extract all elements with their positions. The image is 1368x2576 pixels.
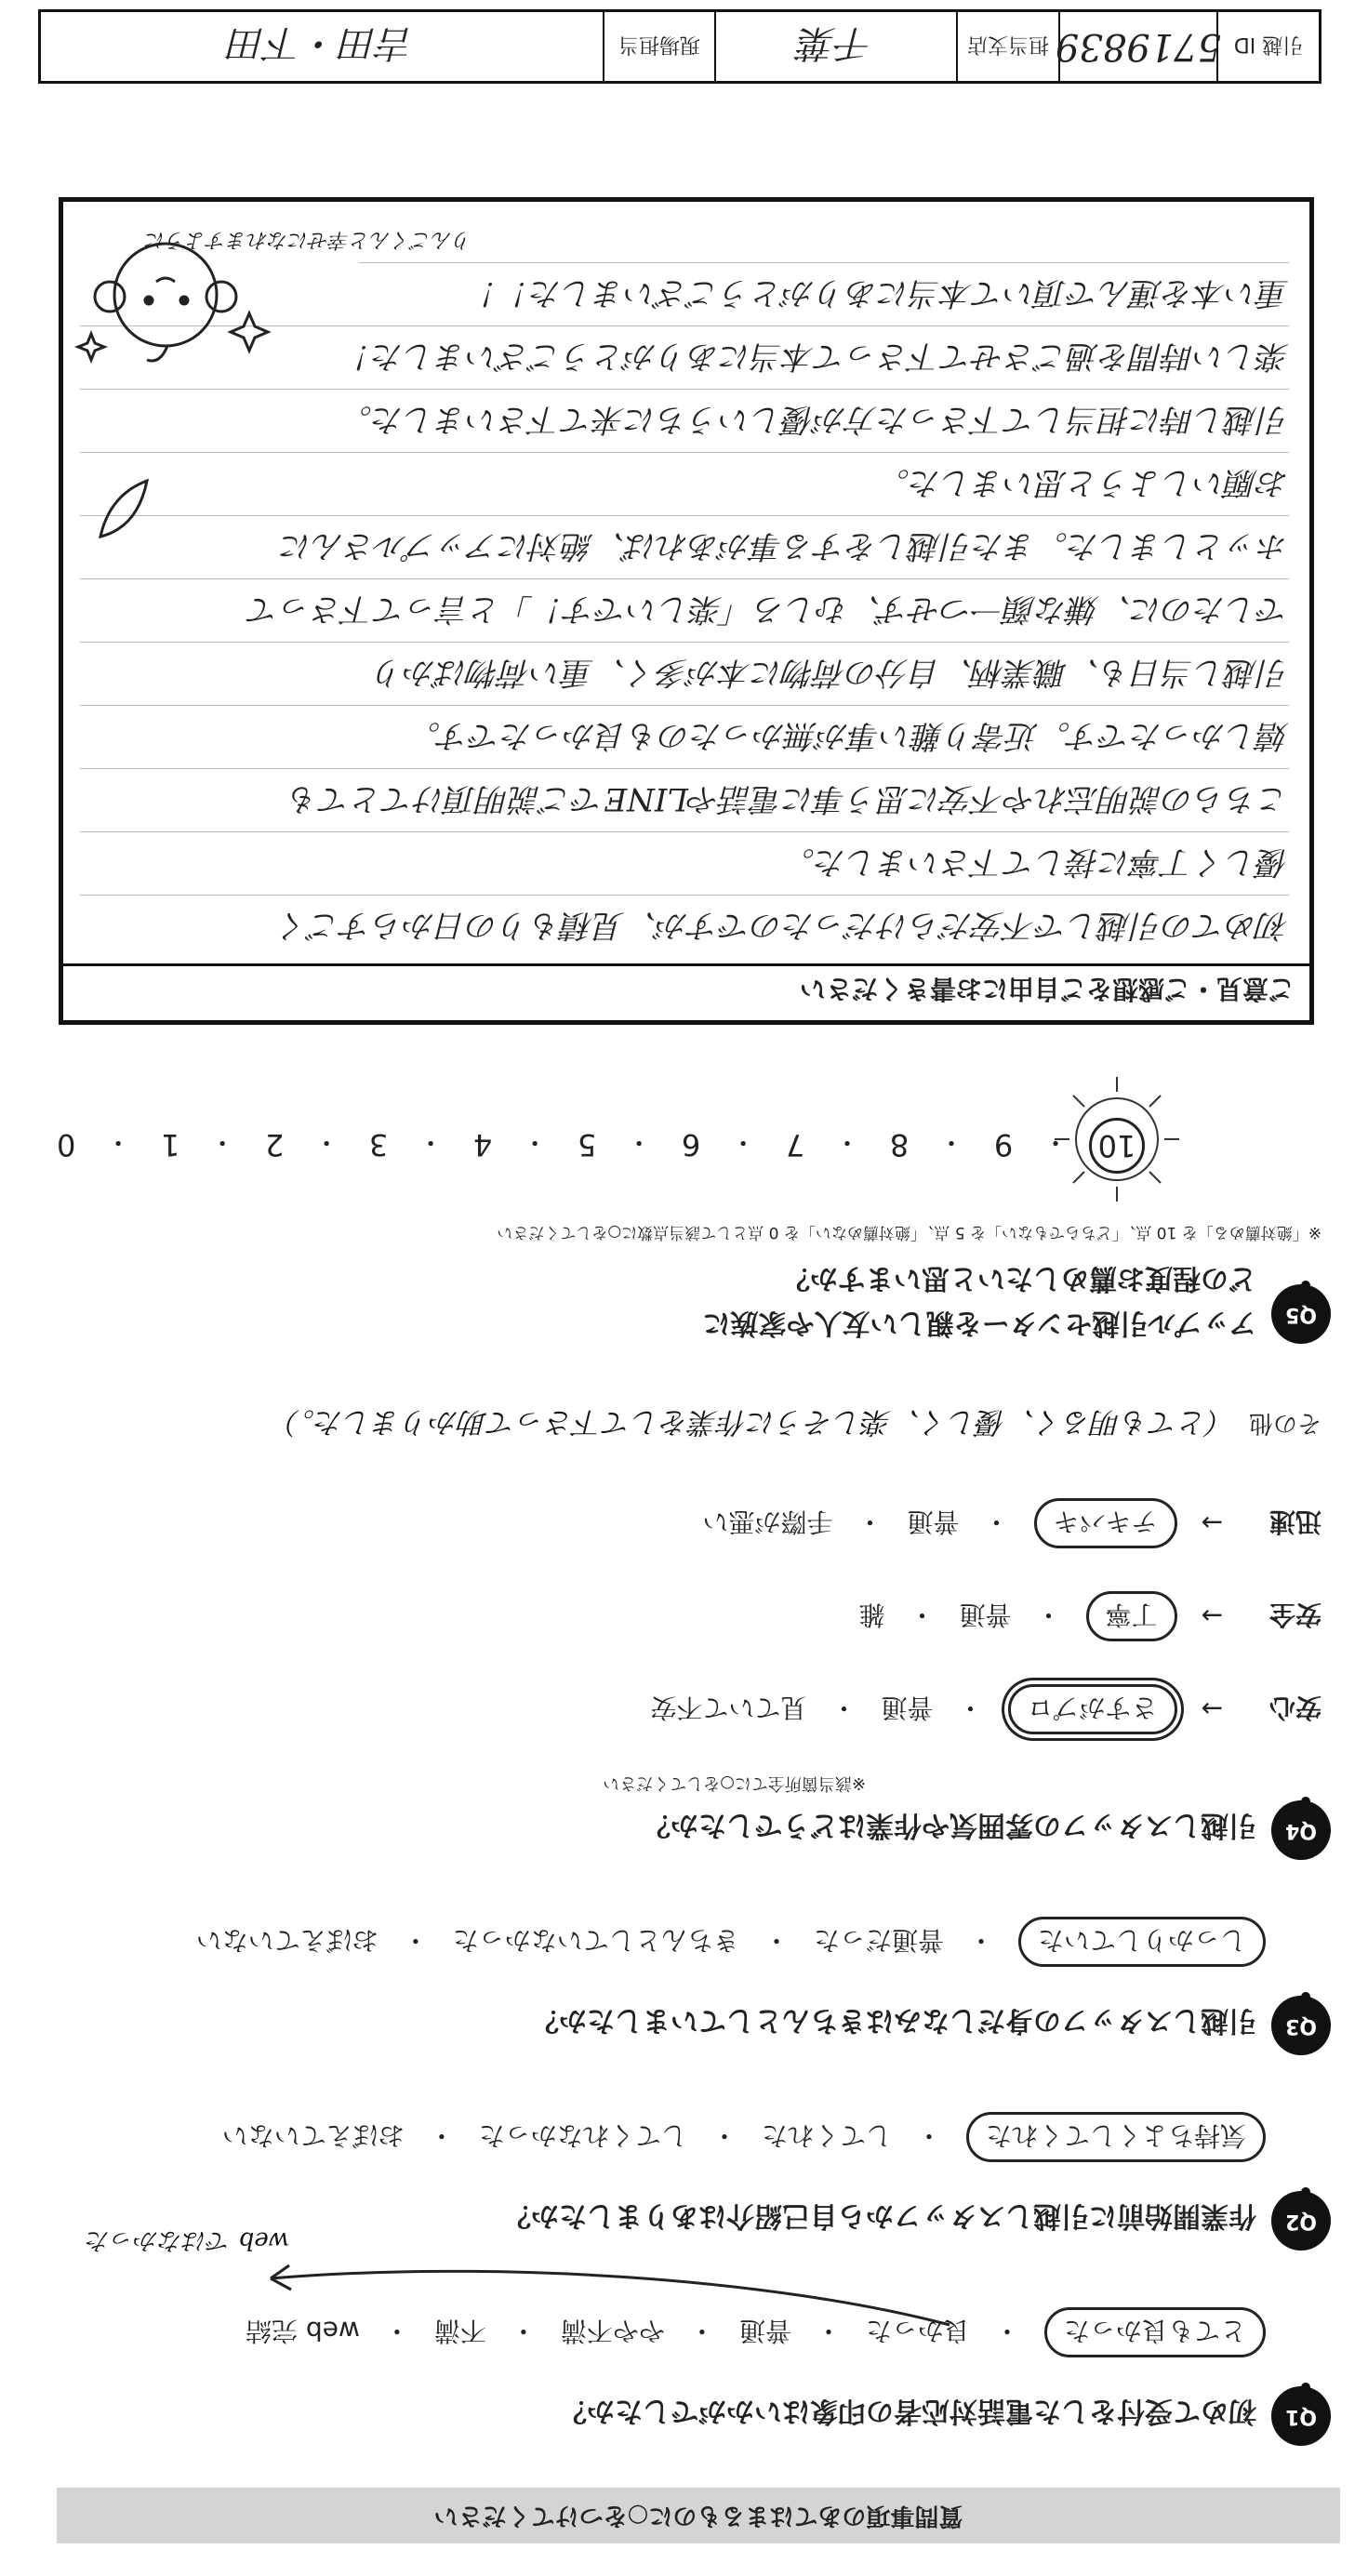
q4-row-anshin-label: 安心	[1268, 1693, 1322, 1723]
q4-anzen-option-1[interactable]: 丁寧	[1086, 1591, 1177, 1641]
q4-other-label: その他	[1248, 1409, 1322, 1437]
q1-option-6[interactable]: web 完結	[246, 2316, 360, 2346]
q2-options: 気持ちよくしてくれた ・ してくれた ・ してくれなかった ・ おぼえていない	[222, 2112, 1266, 2162]
q1-question: 初めて受付をした電話対応者の印象はいかがでしたか？	[559, 2395, 1256, 2427]
id-label: 引越 ID	[1216, 12, 1319, 81]
q4-row-anzen-label: 安全	[1268, 1600, 1322, 1630]
q4-other-row	[272, 1404, 1322, 1446]
apple-character-doodle-icon	[73, 220, 277, 378]
q4-badge: Q4	[1271, 1800, 1331, 1860]
q1-options: とても良かった ・ 良かった ・ 普通 ・ やや不満 ・ 不満 ・ web 完結	[246, 2307, 1266, 2357]
q4-jinsoku-option-3[interactable]: 手際が悪い	[702, 1507, 833, 1537]
q3-question: 引越しスタッフの身だしなみはきちんとしていましたか？	[531, 2004, 1256, 2037]
q4-note: ※該当箇所全てに○をしてください	[603, 1773, 866, 1793]
q1-option-4[interactable]: やや不満	[560, 2316, 665, 2346]
right-arrow-icon: →	[1201, 1693, 1223, 1725]
q2-handwritten-note: web ではなかった	[86, 2226, 289, 2254]
q5-badge: Q5	[1271, 1284, 1331, 1344]
comment-line-4: 嬉しかったです。近寄り難い事が無かったのも良かったです。	[80, 705, 1289, 765]
q1-badge: Q1	[1271, 2386, 1331, 2446]
comment-signature: りんごくんと幸せになれますように	[144, 228, 472, 251]
q4-anshin-option-1[interactable]: さすがプロ	[1008, 1684, 1177, 1734]
q2-option-4[interactable]: おぼえていない	[221, 2120, 405, 2151]
comment-line-11: 重い本を運んで頂いて本当にありがとうございました！！	[359, 262, 1289, 323]
comment-line-5: 引越し当日も、職業柄、自分の荷物に本が多く、重い荷物ばかり	[80, 642, 1289, 702]
score-8[interactable]: 8	[889, 1127, 910, 1162]
q1-option-1[interactable]: とても良かった	[1044, 2307, 1266, 2357]
q3-option-4[interactable]: おぼえていない	[195, 1925, 379, 1956]
score-10[interactable]: 10	[1089, 1118, 1145, 1174]
q4-row-jinsoku-label: 迅速	[1268, 1507, 1322, 1537]
q3-badge: Q3	[1271, 1996, 1331, 2055]
team-label: 現場担当	[603, 12, 714, 81]
q4-other-text[interactable]: （とても明るく、優しく、楽しそうに作業をして下さって助かりました。）	[271, 1405, 1236, 1439]
right-arrow-icon: →	[1201, 1600, 1223, 1632]
q5-question-line1: アップル引越センターを親しい友人や家族に	[702, 1307, 1256, 1339]
comment-heading: ご意見・ご感想をご自由にお書きください	[799, 974, 1295, 1004]
q1-option-3[interactable]: 普通	[738, 2316, 791, 2346]
q5-question-line2: どの程度お薦めしたいと思いますか？	[782, 1262, 1256, 1295]
id-value[interactable]: 5719839	[1058, 12, 1216, 81]
comment-line-8: お願いしようと思いました。	[80, 452, 1289, 512]
branch-label: 担当支店	[956, 12, 1058, 81]
id-table	[38, 9, 1322, 84]
comment-line-3: こちらの説明忘れや不安に思う事に電話やLINEでご説明頂けてとても	[80, 768, 1289, 829]
q5-score-row: 10 ・ 9 ・ 8 ・ 7 ・ 6 ・ 5 ・ 4 ・ 3 ・ 2 ・ 1 ・ 0	[47, 1118, 1145, 1162]
q1-option-5[interactable]: 不満	[433, 2316, 486, 2346]
q5-note: ※「絶対薦める」を 10 点、「どちらでもない」を 5 点、「絶対薦めない」を 0 点として該当点数に○をしてください	[497, 1223, 1322, 1242]
q3-option-1[interactable]: しっかりしていた	[1018, 1917, 1266, 1967]
q4-row-jinsoku: 迅速 → テキパキ ・ 普通 ・ 手際が悪い	[702, 1498, 1322, 1548]
q4-anshin-option-2[interactable]: 普通	[881, 1693, 934, 1723]
q4-jinsoku-option-2[interactable]: 普通	[907, 1507, 960, 1537]
comment-line-1: 初めての引越しで不安だらけだったのですが、見積もりの日からすごく	[80, 895, 1289, 955]
score-2[interactable]: 2	[264, 1127, 285, 1162]
score-0[interactable]: 0	[56, 1127, 76, 1162]
sun-doodle-icon	[1038, 1069, 1196, 1209]
q3-options: しっかりしていた ・ 普通だった ・ きちんとしていなかった ・ おぼえていない	[196, 1917, 1266, 1967]
q2-option-1[interactable]: 気持ちよくしてくれた	[966, 2112, 1266, 2162]
comment-line-6: でしたのに、嫌な顔一つせず、むしろ「楽しいです！」と言って下さって	[80, 578, 1289, 639]
instruction-text: 質問事項のあてはまるものに○をつけてください	[433, 2502, 963, 2530]
score-3[interactable]: 3	[368, 1127, 389, 1162]
right-arrow-icon: →	[1201, 1507, 1223, 1539]
q2-option-2[interactable]: してくれた	[761, 2120, 892, 2151]
comment-line-7: ホッとしました。また引越しをする事があれば、絶対にアップルさんに	[80, 515, 1289, 576]
score-5[interactable]: 5	[577, 1127, 597, 1162]
q4-row-anshin: 安心 → さすがプロ ・ 普通 ・ 見ていて不安	[650, 1684, 1322, 1734]
comment-line-10: 楽しい時間を過ごさせて下さって本当にありがとうございました！	[80, 325, 1289, 386]
q4-anzen-option-2[interactable]: 普通	[959, 1600, 1012, 1630]
comment-box	[59, 197, 1314, 1025]
score-7[interactable]: 7	[785, 1127, 805, 1162]
comment-line-9: 引越し時に担当して下さった方が優しいうちに来て下さいました。	[80, 389, 1289, 449]
q1-option-2[interactable]: 良かった	[865, 2316, 970, 2346]
q3-option-2[interactable]: 普通だった	[813, 1925, 944, 1956]
q4-jinsoku-option-1[interactable]: テキパキ	[1034, 1498, 1177, 1548]
q3-option-3[interactable]: きちんとしていなかった	[452, 1925, 739, 1956]
instruction-header	[57, 2488, 1340, 2543]
leaf-doodle-icon	[91, 471, 156, 546]
score-9[interactable]: 9	[993, 1127, 1014, 1162]
q1-handwritten-arrow-icon	[233, 2241, 959, 2344]
comment-heading-bar	[63, 963, 1309, 1020]
team-value[interactable]: 吉田・下田	[229, 21, 415, 65]
q4-anshin-option-3[interactable]: 見ていて不安	[650, 1693, 807, 1723]
q2-badge: Q2	[1271, 2191, 1331, 2251]
score-6[interactable]: 6	[681, 1127, 701, 1162]
score-1[interactable]: 1	[160, 1127, 180, 1162]
q4-row-anzen: 安全 → 丁寧 ・ 普通 ・ 雑	[858, 1591, 1322, 1641]
q4-anzen-option-3[interactable]: 雑	[858, 1600, 885, 1630]
comment-line-2: 優しく丁寧に接して下さいました。	[80, 831, 1289, 892]
q2-option-3[interactable]: してくれなかった	[478, 2120, 687, 2151]
q4-question: 引越しスタッフの雰囲気や作業はどうでしたか？	[643, 1809, 1256, 1841]
score-4[interactable]: 4	[472, 1127, 493, 1162]
q2-question: 作業開始前に引越しスタッフから自己紹介はありましたか？	[503, 2199, 1256, 2232]
branch-value[interactable]: 千葉	[714, 12, 956, 81]
